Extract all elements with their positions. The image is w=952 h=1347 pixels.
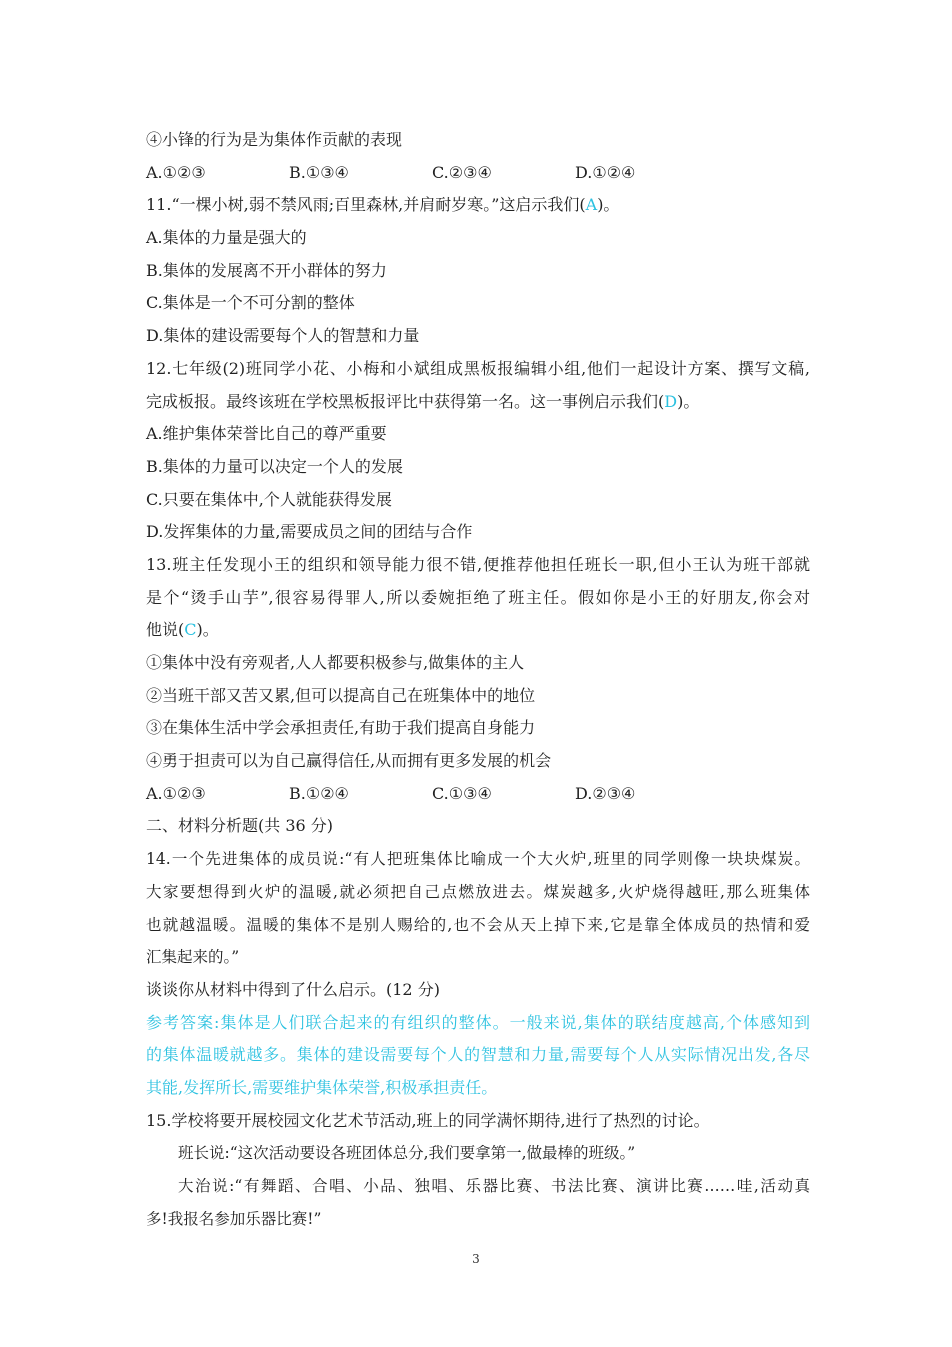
- q12-stem-end: )。: [677, 391, 700, 411]
- q11-option-a: A.集体的力量是强大的: [146, 228, 307, 248]
- q12-stem-line-1: 12.七年级(2)班同学小花、小梅和小斌组成黑板报编辑小组,他们一起设计方案、撰写文稿,: [146, 358, 810, 378]
- q14-material-line-3: 也就越温暖。温暖的集体不是别人赐给的,也不会从天上掉下来,它是靠全体成员的热情和爱: [146, 915, 810, 934]
- q13-statement-1: ①集体中没有旁观者,人人都要积极参与,做集体的主人: [146, 653, 525, 672]
- q13-answer: C: [184, 620, 197, 640]
- q10-statement-4: ④小锋的行为是为集体作贡献的表现: [146, 130, 403, 149]
- q12-option-c: C.只要在集体中,个人就能获得发展: [146, 489, 392, 509]
- q10-option-b: B.①③④: [289, 162, 349, 182]
- q11-answer: A: [585, 195, 598, 215]
- q13-option-b: B.①②④: [289, 783, 349, 803]
- q10-options: [146, 157, 810, 190]
- q12-option-d: D.发挥集体的力量,需要成员之间的团结与合作: [146, 522, 473, 542]
- q12-stem-line-2: [146, 386, 810, 419]
- q11-stem: [146, 189, 810, 222]
- q11-stem-text: 11.“一棵小树,弱不禁风雨;百里森林,并肩耐岁寒。”这启示我们(: [146, 195, 586, 215]
- q13-stem-text: 他说(: [146, 620, 185, 640]
- section-2-title: 二、材料分析题(共 36 分): [146, 816, 334, 836]
- q11-option-c: C.集体是一个不可分割的整体: [146, 293, 355, 313]
- q13-stem-line-2: 是个“烫手山芋”,很容易得罪人,所以委婉拒绝了班主任。假如你是小王的好朋友,你会对: [146, 587, 810, 607]
- q10-option-a: A.①②③: [146, 162, 206, 182]
- q12-option-a: A.维护集体荣誉比自己的尊严重要: [146, 424, 387, 444]
- q15-stem: 15.学校将要开展校园文化艺术节活动,班上的同学满怀期待,进行了热烈的讨论。: [146, 1110, 710, 1130]
- q10-option-d: D.①②④: [575, 162, 636, 182]
- page-content: [146, 124, 810, 1235]
- q15-dazhi-quote-line-2: 多!我报名参加乐器比赛!”: [146, 1209, 322, 1228]
- page-number: 3: [472, 1252, 480, 1266]
- q12-answer: D: [664, 391, 678, 411]
- q11-option-d: D.集体的建设需要每个人的智慧和力量: [146, 326, 420, 346]
- q15-monitor-quote: 班长说:“这次活动要设各班团体总分,我们要拿第一,做最棒的班级。”: [178, 1144, 636, 1163]
- q13-statement-4: ④勇于担责可以为自己赢得信任,从而拥有更多发展的机会: [146, 751, 552, 771]
- q14-material-line-1: 14.一个先进集体的成员说:“有人把班集体比喻成一个大火炉,班里的同学则像一块块煤炭。: [146, 850, 810, 869]
- q13-options: [146, 778, 810, 811]
- q11-option-b: B.集体的发展离不开小群体的努力: [146, 260, 387, 280]
- q12-stem-text: 完成板报。最终该班在学校黑板报评比中获得第一名。这一事例启示我们(: [146, 391, 665, 411]
- q13-statement-3: ③在集体生活中学会承担责任,有助于我们提高自身能力: [146, 718, 536, 738]
- q15-dazhi-quote-line-1: 大治说:“有舞蹈、合唱、小品、独唱、乐器比赛、书法比赛、演讲比赛……哇,活动真: [178, 1177, 810, 1195]
- q13-stem-line-1: 13.班主任发现小王的组织和领导能力很不错,便推荐他担任班长一职,但小王认为班干部就: [146, 554, 810, 574]
- q14-material-line-2: 大家要想得到火炉的温暖,就必须把自己点燃放进去。煤炭越多,火炉烧得越旺,那么班集体: [146, 882, 810, 901]
- q10-option-c: C.②③④: [432, 162, 492, 182]
- q14-question: 谈谈你从材料中得到了什么启示。(12 分): [146, 979, 440, 999]
- q13-stem-end: )。: [196, 620, 219, 640]
- q13-stem-line-3: [146, 614, 810, 647]
- q11-stem-end: )。: [597, 195, 620, 215]
- q12-option-b: B.集体的力量可以决定一个人的发展: [146, 456, 403, 476]
- q13-statement-2: ②当班干部又苦又累,但可以提高自己在班集体中的地位: [146, 685, 536, 705]
- q14-answer-line-3: 其能,发挥所长,需要维护集体荣誉,积极承担责任。: [146, 1077, 498, 1097]
- q14-answer-line-2: 的集体温暖就越多。集体的建设需要每个人的智慧和力量,需要每个人从实际情况出发,各尽: [146, 1045, 810, 1065]
- q14-material-line-4: 汇集起来的。”: [146, 948, 240, 967]
- q14-answer-line-1: 参考答案:集体是人们联合起来的有组织的整体。一般来说,集体的联结度越高,个体感知到: [146, 1012, 810, 1032]
- q13-option-a: A.①②③: [146, 783, 206, 803]
- q13-option-d: D.②③④: [575, 783, 636, 803]
- q13-option-c: C.①③④: [432, 783, 492, 803]
